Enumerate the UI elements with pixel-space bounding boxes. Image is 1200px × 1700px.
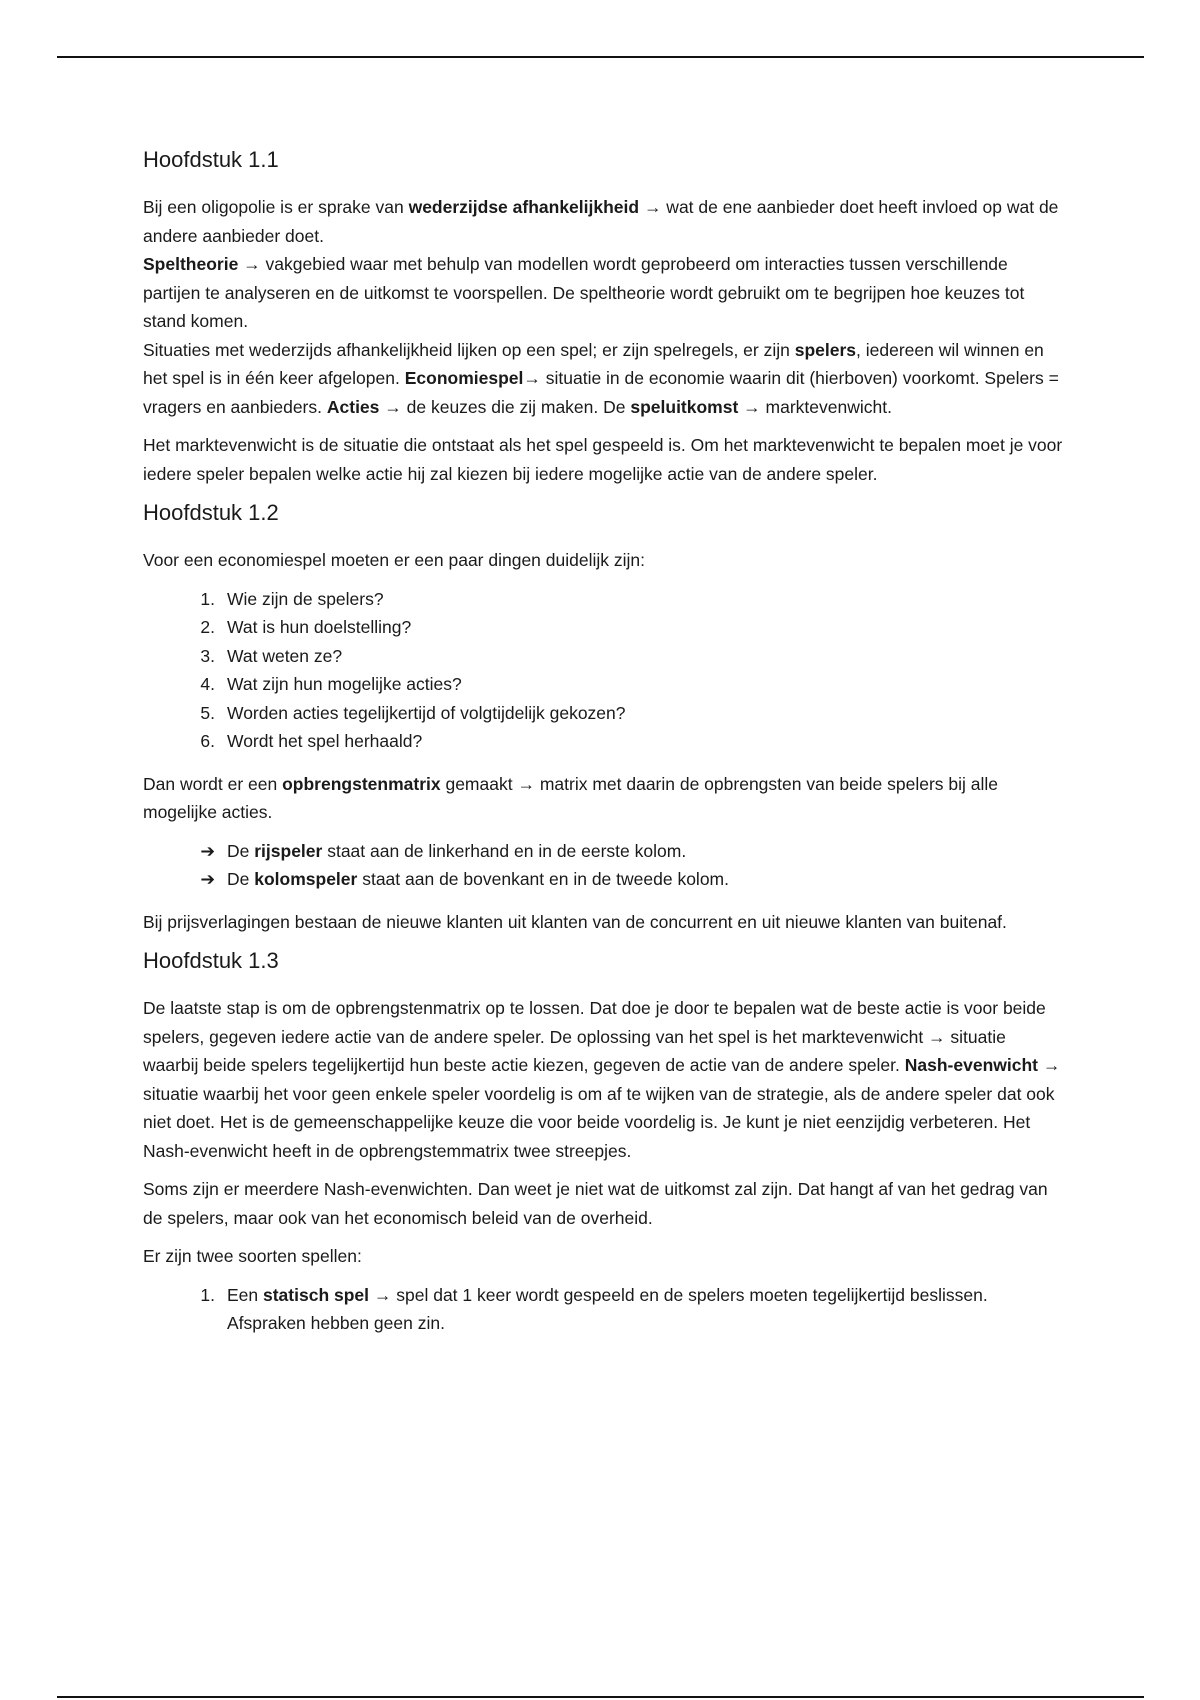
term-wederzijdse-afhankelijkheid: wederzijdse afhankelijkheid xyxy=(408,197,640,217)
term-nash-evenwicht: Nash-evenwicht xyxy=(904,1055,1038,1075)
term-kolomspeler: kolomspeler xyxy=(254,869,358,889)
heading-hoofdstuk-1-1: Hoofdstuk 1.1 xyxy=(143,147,279,172)
list-item xyxy=(143,670,1063,699)
questions-list xyxy=(143,585,1063,756)
paragraph-marktevenwicht: Het marktevenwicht is de situatie die ontstaat als het spel gespeeld is. Om het marktevenwicht te bepalen moet je voor iedere speler bepalen welke actie hij zal kiezen bij iedere mogelijke actie van de andere speler. xyxy=(143,435,1063,484)
paragraph-situaties xyxy=(143,336,1063,422)
term-rijspeler: rijspeler xyxy=(254,840,323,861)
term-economiespel: Economiespel xyxy=(404,368,524,388)
list-text: Wie zijn de spelers? xyxy=(227,588,384,609)
text-run: staat aan de linkerhand en in de eerste kolom. xyxy=(322,840,687,861)
paragraph-meerdere-evenwichten: Soms zijn er meerdere Nash-evenwichten. Dan weet je niet wat de uitkomst zal zijn. Dat hangt af van het gedrag van de spelers, maar ook van het economisch beleid van de overheid. xyxy=(143,1179,1048,1228)
term-opbrengstenmatrix: opbrengstenmatrix xyxy=(282,773,441,794)
term-spelers: spelers xyxy=(794,339,857,360)
arrow-bullet-icon: ➔ xyxy=(200,840,215,861)
paragraph-prijsverlagingen: Bij prijsverlagingen bestaan de nieuwe klanten uit klanten van de concurrent en uit nieuwe klanten van buitenaf. xyxy=(143,911,1007,932)
paragraph-soorten-spellen: Er zijn twee soorten spellen: xyxy=(143,1246,362,1266)
text-run: De xyxy=(227,840,255,861)
heading-hoofdstuk-1-3: Hoofdstuk 1.3 xyxy=(143,948,279,973)
list-item xyxy=(143,585,1063,614)
term-statisch-spel: statisch spel xyxy=(263,1284,370,1305)
game-types-list xyxy=(143,1281,1063,1338)
text-run: → wat de ene aanbieder doet heeft invloed op wat de andere aanbieder doet. xyxy=(143,197,1059,246)
list-text: Wordt het spel herhaald? xyxy=(227,731,423,751)
list-number: 4. xyxy=(200,674,215,694)
text-run: Dan wordt er een xyxy=(143,773,283,794)
text-run: Een xyxy=(227,1284,263,1305)
list-item xyxy=(143,865,1063,894)
list-item xyxy=(143,642,1063,671)
text-run: → marktevenwicht. xyxy=(738,396,892,417)
list-number: 6. xyxy=(200,731,215,751)
list-number: 1. xyxy=(200,1284,215,1305)
list-item xyxy=(143,1281,1063,1338)
paragraph-economiespel-intro: Voor een economiespel moeten er een paar dingen duidelijk zijn: xyxy=(143,550,645,570)
term-acties: Acties xyxy=(326,396,380,417)
list-item xyxy=(143,699,1063,728)
list-item xyxy=(143,727,1063,756)
text-run: Situaties met wederzijds afhankelijkheid lijken op een spel; er zijn spelregels, er zijn xyxy=(143,339,795,360)
arrow-bullet-icon: ➔ xyxy=(200,869,215,889)
list-item xyxy=(143,613,1063,642)
list-text: Wat zijn hun mogelijke acties? xyxy=(227,674,462,694)
text-run: , iedereen wil winnen en het spel is in één keer afgelopen. xyxy=(143,339,1044,388)
footer-rule xyxy=(57,1696,1144,1698)
text-run: → situatie in de economie waarin dit (hierboven) voorkomt. Spelers = vragers en aanbieders. xyxy=(143,368,1059,417)
paragraph-oligopolie xyxy=(143,193,1063,250)
players-list xyxy=(143,837,1063,894)
text-run: Bij een oligopolie is er sprake van xyxy=(143,197,409,217)
list-number: 1. xyxy=(200,588,215,609)
list-number: 5. xyxy=(200,702,215,723)
text-run: De xyxy=(227,869,255,889)
term-speltheorie: Speltheorie xyxy=(143,254,239,274)
list-item xyxy=(143,837,1063,866)
text-run: → situatie waarbij het voor geen enkele speler voordelig is om af te wijken van de strategie, als de andere speler dat ook niet doet. Het is de gemeenschappelijke keuze die voor beide voordelig is. Je kunt je niet eenzijdig verbeteren. Het Nash-evenwicht heeft in de opbrengstemmatrix twee streepjes. xyxy=(143,1055,1061,1161)
list-number: 2. xyxy=(200,617,215,637)
paragraph-speltheorie xyxy=(143,250,1063,336)
paragraph-nash-evenwicht xyxy=(143,994,1063,1165)
text-run: → vakgebied waar met behulp van modellen wordt geprobeerd om interacties tussen verschillende partijen te analyseren en de uitkomst te voorspellen. De speltheorie wordt gebruikt om te begrijpen hoe keuzes tot stand komen. xyxy=(143,254,1025,331)
text-run: De laatste stap is om de opbrengstenmatrix op te lossen. Dat doe je door te bepalen wat de beste actie is voor beide spelers, gegeven iedere actie van de andere speler. De oplossing van het spel is het marktevenwicht → situatie waarbij beide spelers tegelijkertijd hun beste actie kiezen, gegeven de actie van de andere speler. xyxy=(143,998,1046,1075)
list-text: Wat is hun doelstelling? xyxy=(227,617,412,637)
text-run: → spel dat 1 keer wordt gespeeld en de spelers moeten tegelijkertijd beslissen. Afspraken hebben geen zin. xyxy=(227,1284,988,1333)
document-body xyxy=(143,145,1063,1352)
text-run: staat aan de bovenkant en in de tweede kolom. xyxy=(357,869,729,889)
text-run: gemaakt → matrix met daarin de opbrengsten van beide spelers bij alle mogelijke acties. xyxy=(143,773,998,822)
heading-hoofdstuk-1-2: Hoofdstuk 1.2 xyxy=(143,500,279,525)
header-rule xyxy=(57,56,1144,58)
term-speluitkomst: speluitkomst xyxy=(630,396,739,417)
list-number: 3. xyxy=(200,645,215,666)
paragraph-opbrengstenmatrix xyxy=(143,770,1063,827)
list-text: Wat weten ze? xyxy=(227,645,343,666)
list-text: Worden acties tegelijkertijd of volgtijdelijk gekozen? xyxy=(227,702,626,723)
text-run: → de keuzes die zij maken. De xyxy=(379,396,631,417)
